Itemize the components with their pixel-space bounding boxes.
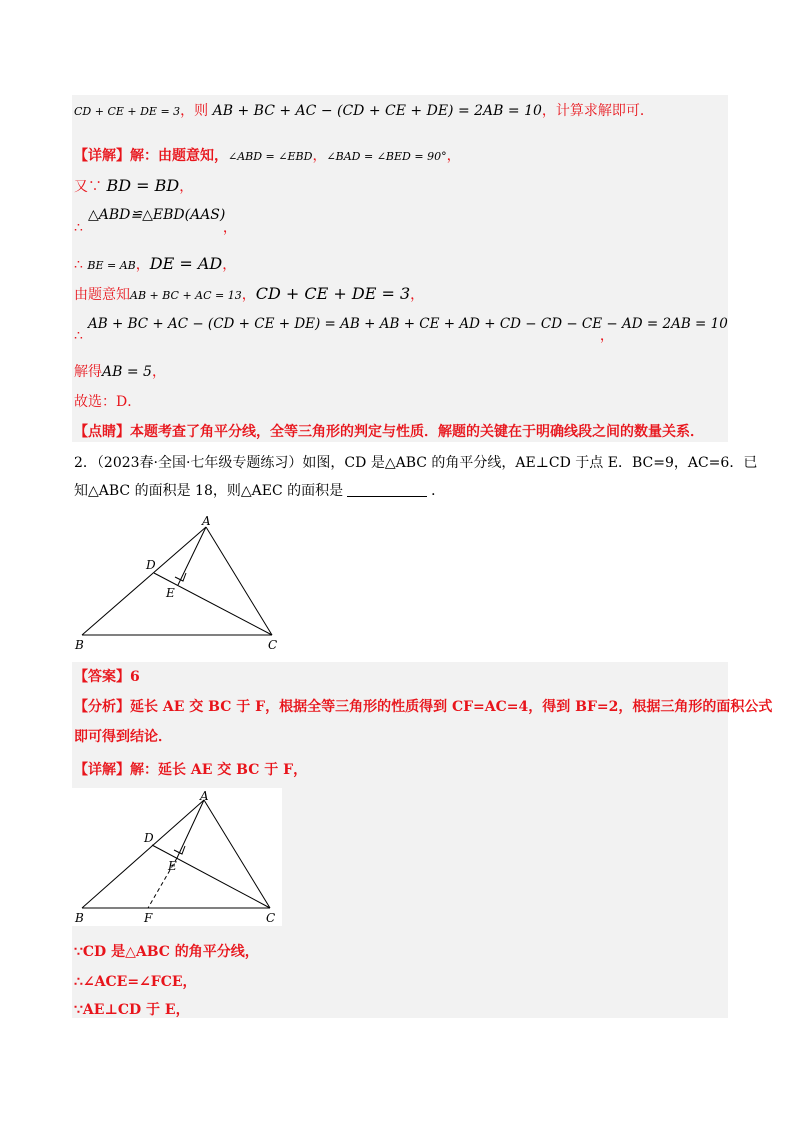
sol1-line-5: ∴ BE = AB，DE = AD， [74, 254, 237, 273]
segment-ab [82, 527, 206, 635]
label-a: A [202, 515, 211, 528]
sol2-reason-2: ∴∠ACE=∠FCE， [74, 974, 197, 990]
sol1-line-4b: ∴ ， [74, 220, 237, 236]
q2-line-2: 知△ABC 的面积是 18，则△AEC 的面积是 ． [74, 483, 446, 499]
label-e: E [168, 859, 177, 873]
sol1-line-1: CD + CE + DE = 3，则 AB + BC + AC − (CD + CE + DE) = 2AB = 10，计算求解即可． [74, 103, 654, 119]
sol1-line-7b: ∴ ， [74, 328, 614, 344]
segment-cd [154, 573, 272, 635]
label-c: C [268, 638, 278, 652]
sol2-reason-1: ∵CD 是△ABC 的角平分线， [74, 944, 259, 960]
segment-ae [178, 527, 206, 585]
label-e: E [166, 586, 175, 600]
sol2-reason-3: ∵AE⊥CD 于 E， [74, 1002, 190, 1018]
label-c: C [266, 911, 276, 925]
answer-blank [347, 482, 427, 497]
figure-triangle-1 [72, 515, 302, 655]
sol2-answer: 【答案】6 [74, 669, 140, 685]
sol2-analysis-1: 【分析】延长 AE 交 BC 于 F，根据全等三角形的性质得到 CF=AC=4，得到 BF=2，根据三角形的面积公式 [74, 699, 773, 715]
sol1-conclusion: 故选：D． [74, 394, 142, 410]
sol1-remark: 【点睛】本题考查了角平分线，全等三角形的判定与性质．解题的关键在于明确线段之间的数量关系． [74, 424, 704, 440]
figure-triangle-2 [72, 788, 282, 926]
segment-ac [206, 527, 272, 635]
sol1-line-7: AB + BC + AC − (CD + CE + DE) = AB + AB + CE + AD + CD − CD − CE − AD = 2AB = 10 [88, 316, 728, 332]
label-d: D [144, 831, 154, 845]
q2-line-1: 2．（2023春·全国·七年级专题练习）如图，CD 是△ABC 的角平分线，AE⊥CD 于点 E．BC=9，AC=6．已 [74, 455, 758, 471]
sol1-detail-line: 【详解】解：由题意知，∠ABD = ∠EBD，∠BAD = ∠BED = 90°， [74, 148, 461, 164]
sol1-line-6: 由题意知AB + BC + AC = 13，CD + CE + DE = 3， [74, 284, 425, 303]
label-a: A [200, 789, 209, 803]
label-d: D [146, 558, 156, 572]
label-f: F [144, 911, 153, 925]
sol1-line-3: 又∵ BD = BD， [74, 176, 194, 195]
sol2-detail: 【详解】解：延长 AE 交 BC 于 F， [74, 762, 308, 778]
sol2-analysis-2: 即可得到结论． [74, 729, 172, 745]
right-angle-mark [175, 573, 186, 581]
label-b: B [75, 911, 84, 925]
sol1-line-4: △ABD≌△EBD(AAS) [88, 207, 226, 223]
sol1-line-8: 解得AB = 5， [74, 364, 166, 380]
label-b: B [75, 638, 84, 652]
